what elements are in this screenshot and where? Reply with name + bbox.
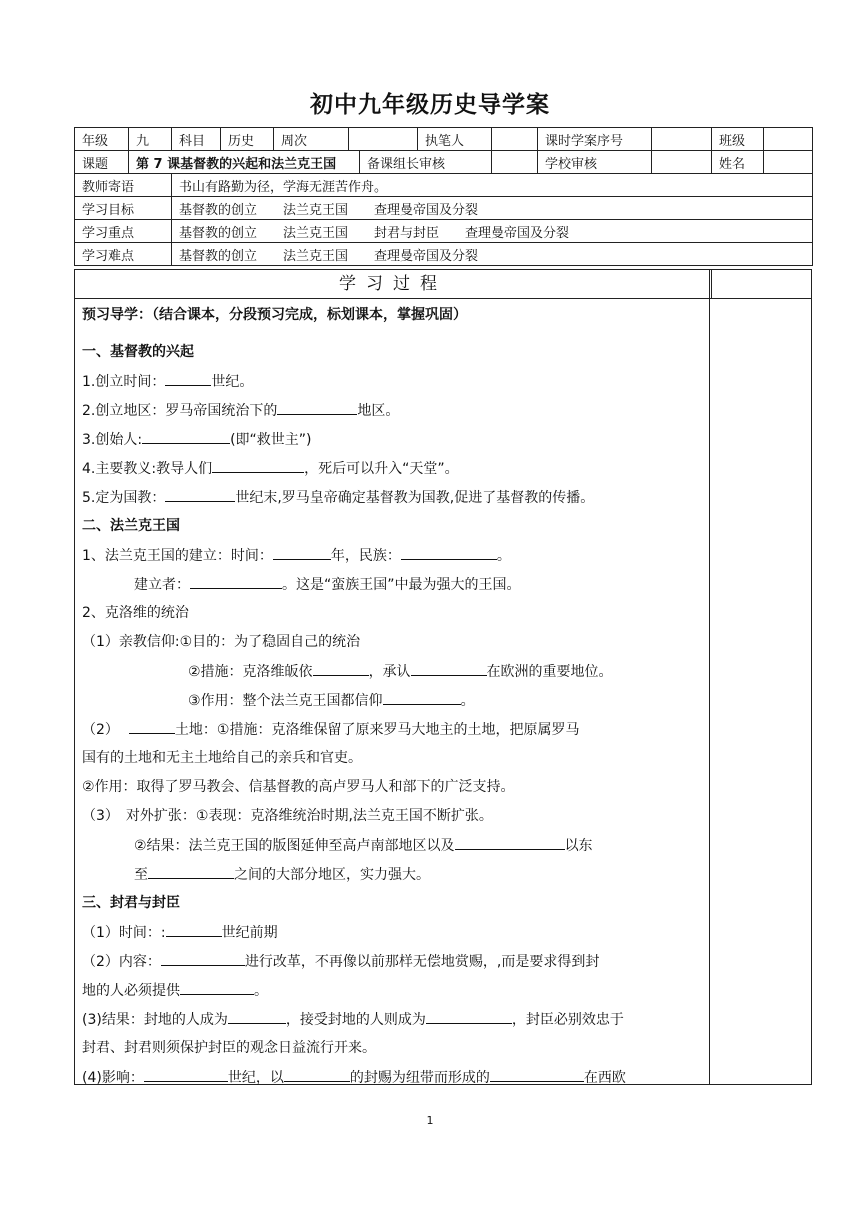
fill-blank[interactable]	[190, 573, 282, 589]
section-1-title: 一、基督教的兴起	[82, 344, 194, 360]
s2-line-1: 1、法兰克王国的建立：时间： 年，民族： 。	[82, 544, 706, 566]
s3-line-4: (3)结果：封地的人成为 ，接受封地的人则成为 ，封臣必别效忠于	[82, 1008, 706, 1030]
goal-label: 学习目标	[75, 197, 172, 220]
school-review-value[interactable]	[652, 151, 712, 174]
fill-blank[interactable]	[166, 921, 222, 937]
fill-blank[interactable]	[490, 1066, 584, 1082]
fill-blank[interactable]	[426, 1008, 512, 1024]
author-value[interactable]	[492, 128, 538, 151]
serial-label: 课时学案序号	[538, 128, 652, 151]
process-title: 学习过程	[74, 270, 712, 298]
s2-line-7: （2） 土地：①措施：克洛维保留了原来罗马大地主的土地，把原属罗马	[82, 718, 706, 740]
class-label: 班级	[712, 128, 764, 151]
fill-blank[interactable]	[455, 834, 565, 850]
header-table	[74, 127, 813, 266]
difficulty-label: 学习难点	[75, 243, 172, 266]
fill-blank[interactable]	[383, 689, 461, 705]
serial-value[interactable]	[652, 128, 712, 151]
section-3-title: 三、封君与封臣	[82, 895, 180, 911]
topic-label: 课题	[75, 151, 129, 174]
key-value: 基督教的创立 法兰克王国 封君与封臣 查理曼帝国及分裂	[172, 220, 813, 243]
fill-blank[interactable]	[212, 457, 304, 473]
s2-line-11: ②结果：法兰克王国的版图延伸至高卢南部地区以及 以东	[134, 834, 758, 856]
s2-line-2: 建立者： 。这是“蛮族王国”中最为强大的王国。	[134, 573, 758, 595]
subject-value: 历史	[221, 128, 274, 151]
school-review-label: 学校审核	[538, 151, 652, 174]
difficulty-value: 基督教的创立 法兰克王国 查理曼帝国及分裂	[172, 243, 813, 266]
page-title: 初中九年级历史导学案	[310, 92, 550, 118]
s2-line-4: （1）亲教信仰:①目的：为了稳固自己的统治	[82, 634, 361, 650]
s2-line-6: ③作用：整个法兰克王国都信仰 。	[188, 689, 812, 711]
fill-blank[interactable]	[228, 1008, 286, 1024]
key-label: 学习重点	[75, 220, 172, 243]
s3-line-6: (4)影响： 世纪，以 的封赐为纽带而形成的 在西欧	[82, 1066, 706, 1088]
group-review-label: 备课组长审核	[360, 151, 492, 174]
s3-line-3: 地的人必须提供 。	[82, 979, 706, 1001]
s1-line-1: 1.创立时间： 世纪。	[82, 370, 706, 392]
group-review-value[interactable]	[492, 151, 538, 174]
class-value[interactable]	[764, 128, 813, 151]
s1-line-5: 5.定为国教： 世纪末,罗马皇帝确定基督教为国教,促进了基督教的传播。	[82, 486, 706, 508]
week-label: 周次	[274, 128, 349, 151]
fill-blank[interactable]	[161, 950, 245, 966]
grade-label: 年级	[75, 128, 129, 151]
fill-blank[interactable]	[144, 1066, 228, 1082]
fill-blank[interactable]	[165, 370, 211, 386]
s2-line-9: ②作用：取得了罗马教会、信基督教的高卢罗马人和部下的广泛支持。	[82, 779, 515, 795]
s2-line-10: （3） 对外扩张：①表现：克洛维统治时期,法兰克王国不断扩张。	[82, 808, 493, 824]
author-label: 执笔人	[418, 128, 492, 151]
s3-line-1: （1）时间：: 世纪前期	[82, 921, 706, 943]
subject-label: 科目	[172, 128, 221, 151]
fill-blank[interactable]	[129, 718, 175, 734]
section-2-title: 二、法兰克王国	[82, 518, 180, 534]
s3-line-2: （2）内容： 进行改革，不再像以前那样无偿地赏赐，,而是要求得到封	[82, 950, 706, 972]
fill-blank[interactable]	[411, 660, 487, 676]
fill-blank[interactable]	[148, 863, 234, 879]
teacher-msg-value: 书山有路勤为径，学海无涯苦作舟。	[172, 174, 813, 197]
intro-line: 预习导学：（结合课本，分段预习完成，标划课本，掌握巩固）	[82, 307, 467, 323]
name-value[interactable]	[764, 151, 813, 174]
page-number: 1	[426, 1114, 434, 1127]
teacher-msg-label: 教师寄语	[75, 174, 172, 197]
fill-blank[interactable]	[313, 660, 369, 676]
name-label: 姓名	[712, 151, 764, 174]
fill-blank[interactable]	[180, 979, 254, 995]
s3-line-5: 封君、封君则须保护封臣的观念日益流行开来。	[82, 1040, 376, 1056]
s2-line-12: 至 之间的大部分地区，实力强大。	[134, 863, 758, 885]
fill-blank[interactable]	[273, 544, 331, 560]
s2-line-3: 2、克洛维的统治	[82, 605, 189, 621]
fill-blank[interactable]	[277, 399, 357, 415]
goal-value: 基督教的创立 法兰克王国 查理曼帝国及分裂	[172, 197, 813, 220]
s1-line-4: 4.主要教义:教导人们 ，死后可以升入“天堂”。	[82, 457, 706, 479]
topic-value: 第 7 课基督教的兴起和法兰克王国	[129, 151, 360, 174]
fill-blank[interactable]	[284, 1066, 350, 1082]
fill-blank[interactable]	[142, 428, 230, 444]
process-header-divider	[74, 298, 812, 299]
s2-line-5: ②措施：克洛维皈依 ，承认 在欧洲的重要地位。	[188, 660, 812, 682]
s1-line-2: 2.创立地区：罗马帝国统治下的 地区。	[82, 399, 706, 421]
s1-line-3: 3.创始人: (即“救世主”)	[82, 428, 706, 450]
s2-line-8: 国有的土地和无主土地给自己的亲兵和官吏。	[82, 750, 362, 766]
fill-blank[interactable]	[165, 486, 235, 502]
week-value[interactable]	[349, 128, 418, 151]
grade-value: 九	[129, 128, 172, 151]
fill-blank[interactable]	[401, 544, 497, 560]
